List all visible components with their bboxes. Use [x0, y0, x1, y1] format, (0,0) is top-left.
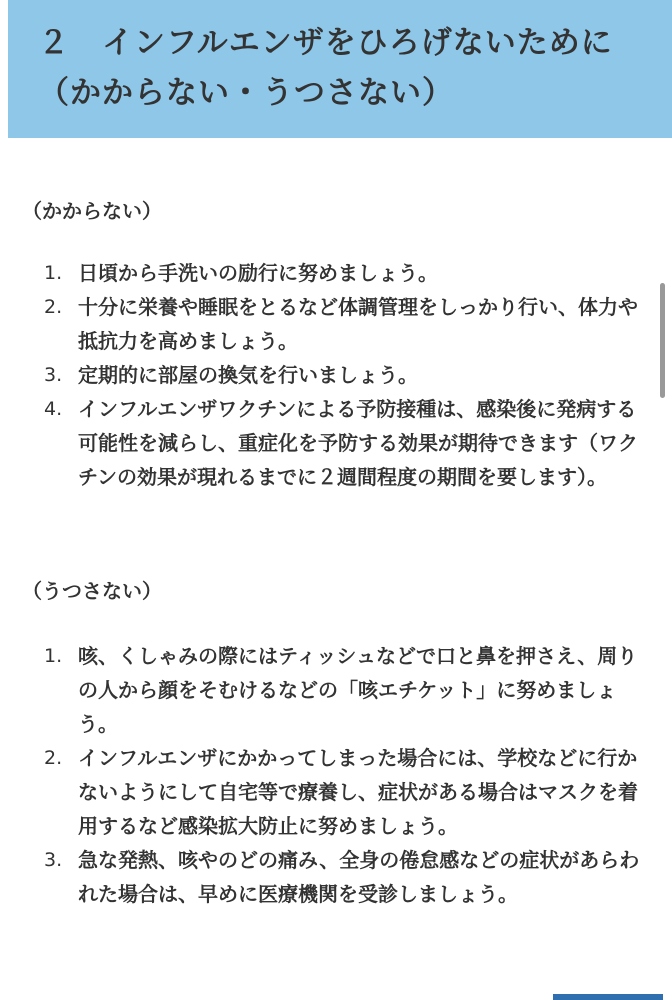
section-heading-prevent-spread: （うつさない）	[22, 579, 162, 603]
list-item	[0, 256, 672, 290]
list-item-text: インフルエンザにかかってしまった場合には、学校などに行かないようにして自宅等で療養し、症状がある場合はマスクを着用するなど感染拡大防止に努めましょう。	[78, 746, 638, 838]
list-item	[0, 639, 672, 741]
list-item	[0, 843, 672, 911]
list-item-text: 日頃から手洗いの励行に努めましょう。	[78, 261, 438, 285]
list-item-text: 十分に栄養や睡眠をとるなど体調管理をしっかり行い、体力や抵抗力を高めましょう。	[78, 295, 638, 353]
list-item	[0, 358, 672, 392]
scrollbar[interactable]	[660, 283, 665, 398]
list-item	[0, 290, 672, 358]
list-item-text: 急な発熱、咳やのどの痛み、全身の倦怠感などの症状があらわれた場合は、早めに医療機関を受診しましょう。	[78, 848, 640, 906]
list-item-number: 2.	[44, 296, 63, 318]
section-heading-prevent-infection: （かからない）	[22, 199, 162, 223]
prevent-spread-list	[0, 639, 672, 911]
list-item	[0, 741, 672, 843]
list-item-text: 咳、くしゃみの際にはティッシュなどで口と鼻を押さえ、周りの人から顔をそむけるなどの「咳エチケット」に努めましょう。	[78, 644, 638, 736]
list-item-number: 2.	[44, 747, 63, 769]
prevent-infection-list	[0, 256, 672, 494]
list-item	[0, 392, 672, 494]
corner-button[interactable]	[553, 994, 663, 1000]
list-item-number: 3.	[44, 364, 63, 386]
list-item-number: 3.	[44, 849, 63, 871]
list-item-number: 1.	[44, 262, 63, 284]
list-item-text: インフルエンザワクチンによる予防接種は、感染後に発病する可能性を減らし、重症化を予防する効果が期待できます（ワクチンの効果が現れるまでに２週間程度の期間を要します）。	[78, 397, 638, 489]
list-item-number: 4.	[44, 398, 63, 420]
page-header	[8, 0, 672, 138]
list-item-text: 定期的に部屋の換気を行いましょう。	[78, 363, 418, 387]
list-item-number: 1.	[44, 645, 63, 667]
page-title: ２ インフルエンザをひろげないために（かからない・うつさない）	[38, 25, 613, 111]
